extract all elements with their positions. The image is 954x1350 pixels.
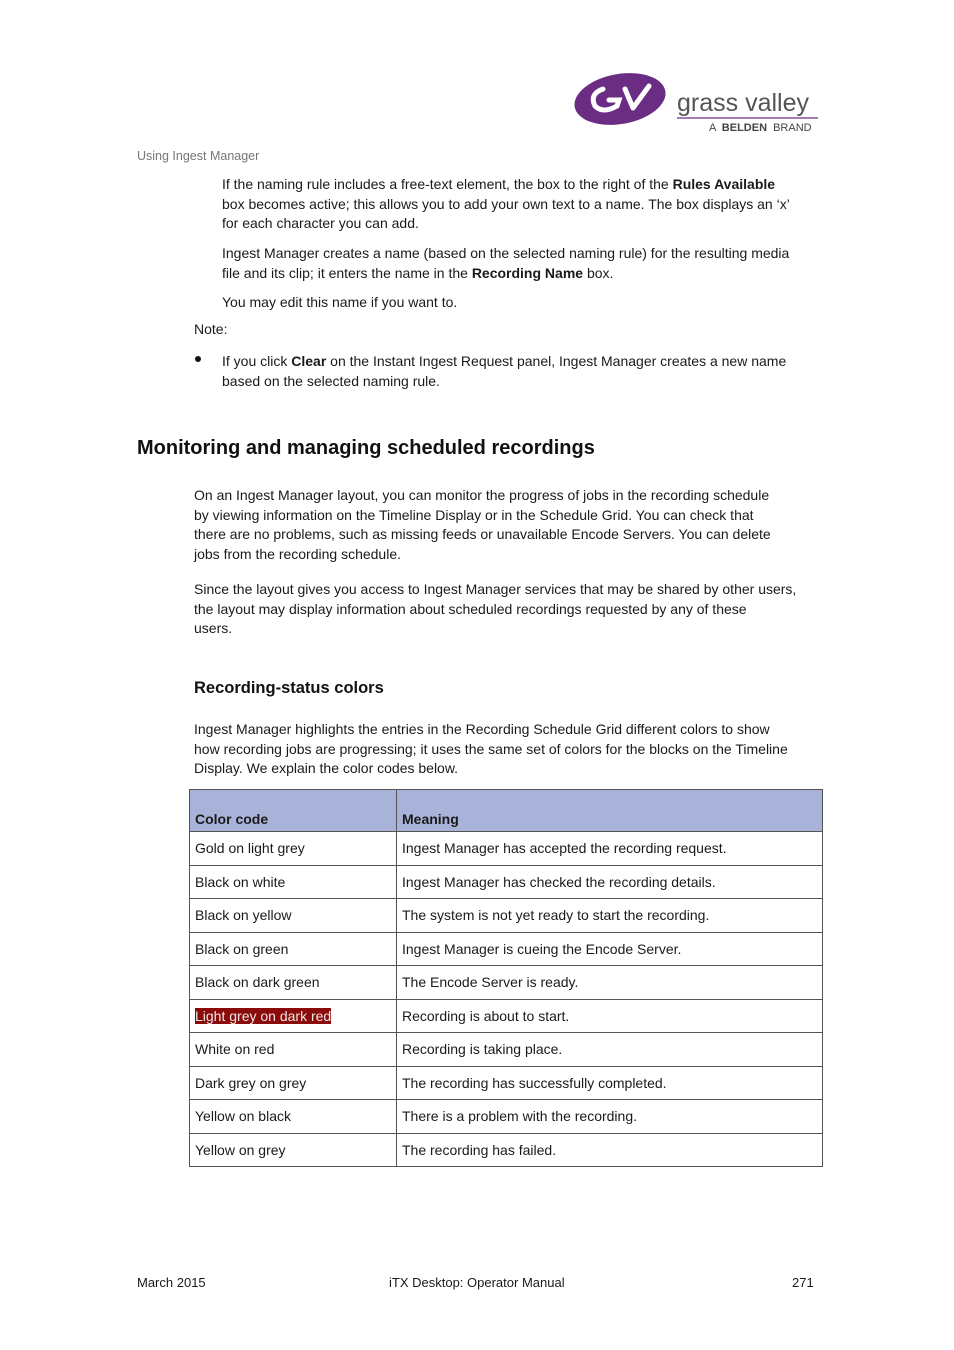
meaning-cell: Ingest Manager has accepted the recording request.: [397, 832, 823, 866]
section-paragraph-2: Since the layout gives you access to Ingest Manager services that may be shared by other users, the layout may display information about scheduled recordings requested by any of these users.: [194, 581, 797, 636]
logo-tagline-suffix: BRAND: [773, 122, 812, 134]
color-code-cell: Gold on light grey: [190, 832, 397, 866]
table-row: [190, 832, 823, 866]
table-row: [190, 966, 823, 1000]
logo-brand-text: grass valley: [677, 89, 809, 117]
subsection-paragraph: Ingest Manager highlights the entries in the Recording Schedule Grid different colors to show how recording jobs are progressing; it uses the same set of colors for the blocks on the Timeline Display. We explain the color codes below.: [194, 721, 788, 776]
table-row: [190, 865, 823, 899]
recording-status-colors-table: [189, 789, 823, 1167]
logo-tagline-bold: BELDEN: [721, 122, 768, 134]
color-code-cell: Black on dark green: [190, 966, 397, 1000]
color-code-cell: Black on yellow: [190, 899, 397, 933]
clear-term: Clear: [291, 353, 327, 369]
meaning-cell: The recording has successfully completed.: [397, 1066, 823, 1100]
color-code-cell: Black on green: [190, 932, 397, 966]
meaning-cell: Ingest Manager has checked the recording details.: [397, 865, 823, 899]
note-bullet-text: If you click Clear on the Instant Ingest Request panel, Ingest Manager creates a new name based on the selected naming rule.: [222, 353, 787, 389]
table-row: [190, 932, 823, 966]
meaning-cell: The system is not yet ready to start the recording.: [397, 899, 823, 933]
table-row: [190, 899, 823, 933]
note-label: Note:: [194, 321, 228, 337]
footer-page-number: 271: [792, 1275, 814, 1290]
bullet-icon: [195, 356, 201, 362]
color-code-cell: Yellow on black: [190, 1100, 397, 1134]
footer-date: March 2015: [137, 1275, 206, 1290]
meaning-cell: The recording has failed.: [397, 1133, 823, 1167]
grass-valley-logo: [573, 72, 823, 134]
meaning-cell: Recording is taking place.: [397, 1033, 823, 1067]
intro-paragraph-3: You may edit this name if you want to.: [222, 294, 458, 310]
color-code-cell: [190, 999, 397, 1033]
meaning-cell: There is a problem with the recording.: [397, 1100, 823, 1134]
color-code-cell: Yellow on grey: [190, 1133, 397, 1167]
footer-title: iTX Desktop: Operator Manual: [389, 1275, 565, 1290]
table-row: [190, 1033, 823, 1067]
table-row: [190, 999, 823, 1033]
table-row: [190, 1133, 823, 1167]
color-code-cell: White on red: [190, 1033, 397, 1067]
recording-name-term: Recording Name: [471, 264, 584, 281]
dark-red-highlight: Light grey on dark red: [195, 1007, 332, 1024]
rules-available-term: Rules Available: [672, 176, 776, 192]
color-code-cell: Black on white: [190, 865, 397, 899]
header-meaning: Meaning: [397, 790, 823, 832]
meaning-cell: Ingest Manager is cueing the Encode Server.: [397, 932, 823, 966]
subsection-heading: Recording-status colors: [194, 679, 384, 697]
header-color-code: Color code: [190, 790, 397, 832]
color-code-cell: Dark grey on grey: [190, 1066, 397, 1100]
table-header-row: [190, 790, 823, 832]
intro-paragraph-2: Ingest Manager creates a name (based on the selected naming rule) for the resulting media file and its clip; it enters the name in the Recording Name box.: [222, 245, 790, 281]
section-heading: Monitoring and managing scheduled recordings: [137, 437, 595, 459]
meaning-cell: The Encode Server is ready.: [397, 966, 823, 1000]
table-row: [190, 1066, 823, 1100]
svg-text:A BELDEN BRAND: [709, 122, 812, 134]
section-paragraph-1: On an Ingest Manager layout, you can monitor the progress of jobs in the recording schedule by viewing information on the Timeline Display or in the Schedule Grid. You can check that there are no problems, such as missing feeds or unavailable Encode Servers. You can delete jobs from the recording schedule.: [194, 487, 771, 562]
logo-tagline-prefix: A: [709, 122, 716, 134]
table-row: [190, 1100, 823, 1134]
meaning-cell: Recording is about to start.: [397, 999, 823, 1033]
breadcrumb: Using Ingest Manager: [137, 149, 260, 163]
intro-paragraph-1: If the naming rule includes a free-text element, the box to the right of the Rules Available box becomes active; this allows you to add your own text to a name. The box displays an ‘x’ for each character you can add.: [222, 176, 790, 231]
